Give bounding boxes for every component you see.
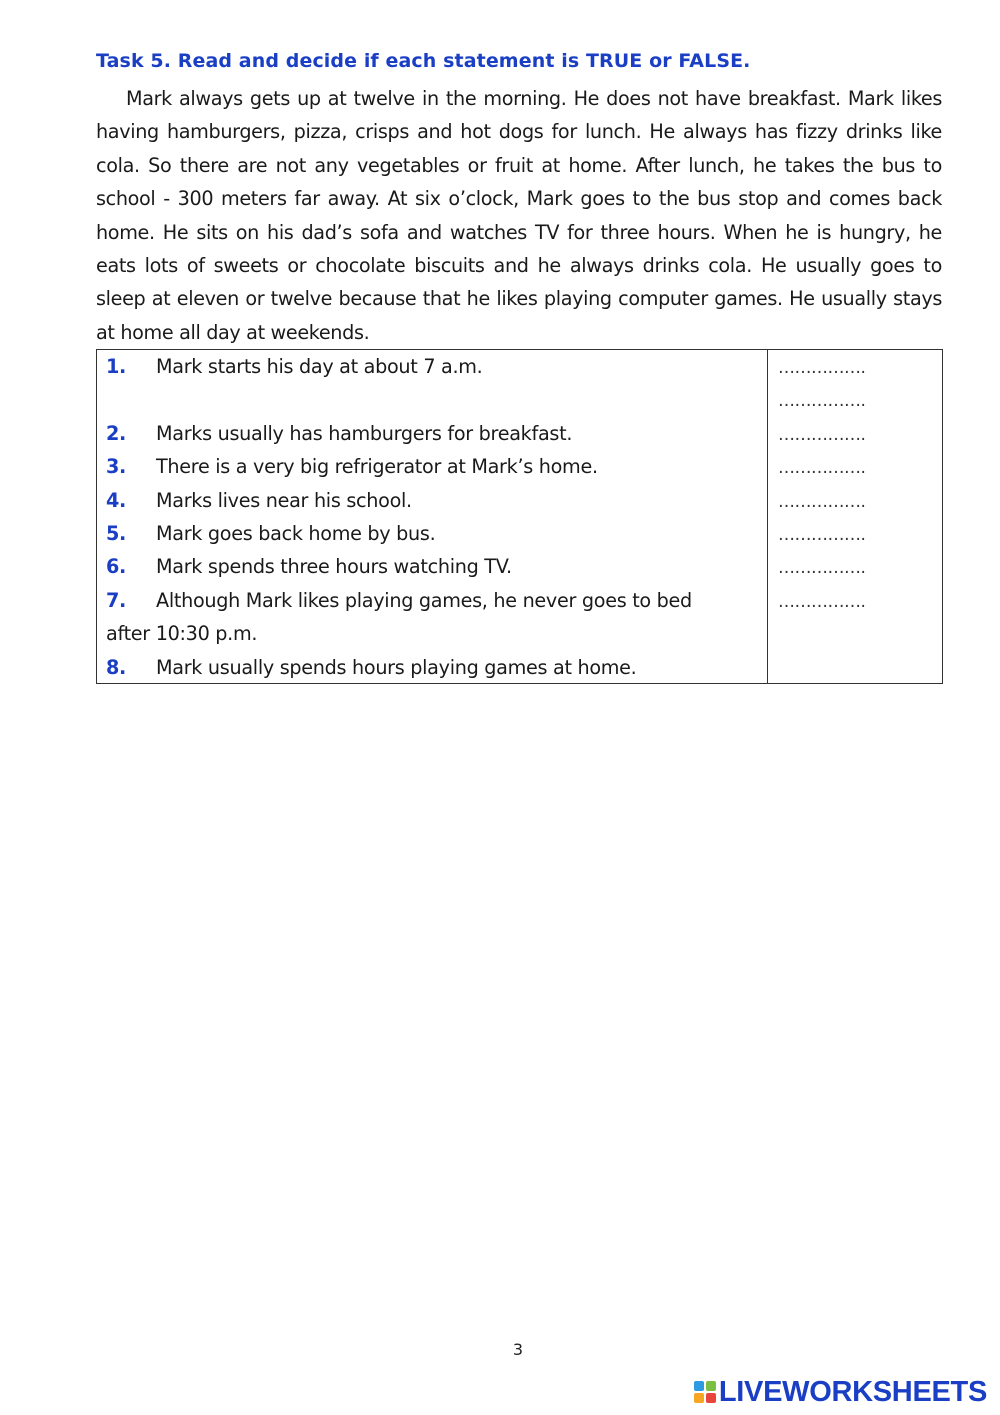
statement-text: There is a very big refrigerator at Mark’s home. bbox=[156, 455, 598, 479]
statement-number: 1. bbox=[106, 355, 127, 378]
statement-text: Mark goes back home by bus. bbox=[156, 521, 436, 545]
statement-text: Marks usually has hamburgers for breakfast. bbox=[156, 421, 573, 445]
statements-column bbox=[106, 350, 761, 684]
answer-blank-7[interactable]: ……………. bbox=[778, 558, 866, 579]
statement-number: 8. bbox=[106, 655, 127, 679]
statement-number: 5. bbox=[106, 521, 127, 545]
statement-text: Marks lives near his school. bbox=[156, 488, 412, 512]
statement-2 bbox=[106, 417, 761, 450]
statement-5 bbox=[106, 517, 761, 550]
statement-4 bbox=[106, 484, 761, 517]
answers-column bbox=[778, 352, 938, 619]
column-divider bbox=[767, 350, 768, 683]
statement-text: Mark spends three hours watching TV. bbox=[156, 555, 512, 579]
answer-blank-5[interactable]: ……………. bbox=[778, 491, 866, 512]
statement-text: Mark starts his day at about 7 a.m. bbox=[156, 355, 483, 378]
answer-blank-3[interactable]: ……………. bbox=[778, 424, 866, 445]
statement-text: Mark usually spends hours playing games at home. bbox=[156, 655, 637, 679]
reading-passage: Mark always gets up at twelve in the morning. He does not have breakfast. Mark likes having hamburgers, pizza, crisps and hot dogs for lunch. He always has fizzy drinks like cola. So there are not any vegetables or fruit at home. After lunch, he takes the bus to school - 300 meters far away. At six o’clock, Mark goes to the bus stop and comes back home. He sits on his dad’s sofa and watches TV for three hours. When he is hungry, he eats lots of sweets or chocolate biscuits and he always drinks cola. He usually goes to sleep at eleven or twelve because that he likes playing computer games. He usually stays at home all day at weekends. bbox=[96, 87, 942, 344]
answer-blank-4[interactable]: ……………. bbox=[778, 458, 866, 479]
statement-text: Although Mark likes playing games, he never goes to bed bbox=[156, 588, 692, 612]
statement-6 bbox=[106, 550, 761, 583]
liveworksheets-logo-icon bbox=[694, 1381, 716, 1403]
task-title: Task 5. Read and decide if each statement is TRUE or FALSE. bbox=[96, 50, 751, 72]
answer-blank-2[interactable]: ……………. bbox=[778, 391, 866, 412]
statement-1 bbox=[106, 350, 761, 383]
statement-number: 2. bbox=[106, 421, 127, 445]
answer-blank-1[interactable]: ……………. bbox=[778, 358, 866, 378]
statement-spacer bbox=[106, 383, 761, 416]
statement-7-continued: after 10:30 p.m. bbox=[106, 622, 258, 646]
statement-7 bbox=[106, 584, 761, 617]
statement-3 bbox=[106, 450, 761, 483]
answer-blank-8[interactable]: ……………. bbox=[778, 591, 866, 612]
true-false-table bbox=[96, 349, 943, 684]
statement-8 bbox=[106, 651, 761, 684]
statement-number: 7. bbox=[106, 588, 127, 612]
statement-number: 6. bbox=[106, 555, 127, 579]
page-number: 3 bbox=[512, 1340, 524, 1359]
liveworksheets-logo[interactable] bbox=[694, 1375, 987, 1409]
brand-name: LIVEWORKSHEETS bbox=[718, 1375, 987, 1408]
statement-number: 3. bbox=[106, 455, 127, 479]
answer-blank-6[interactable]: ……………. bbox=[778, 524, 866, 545]
statement-number: 4. bbox=[106, 488, 127, 512]
